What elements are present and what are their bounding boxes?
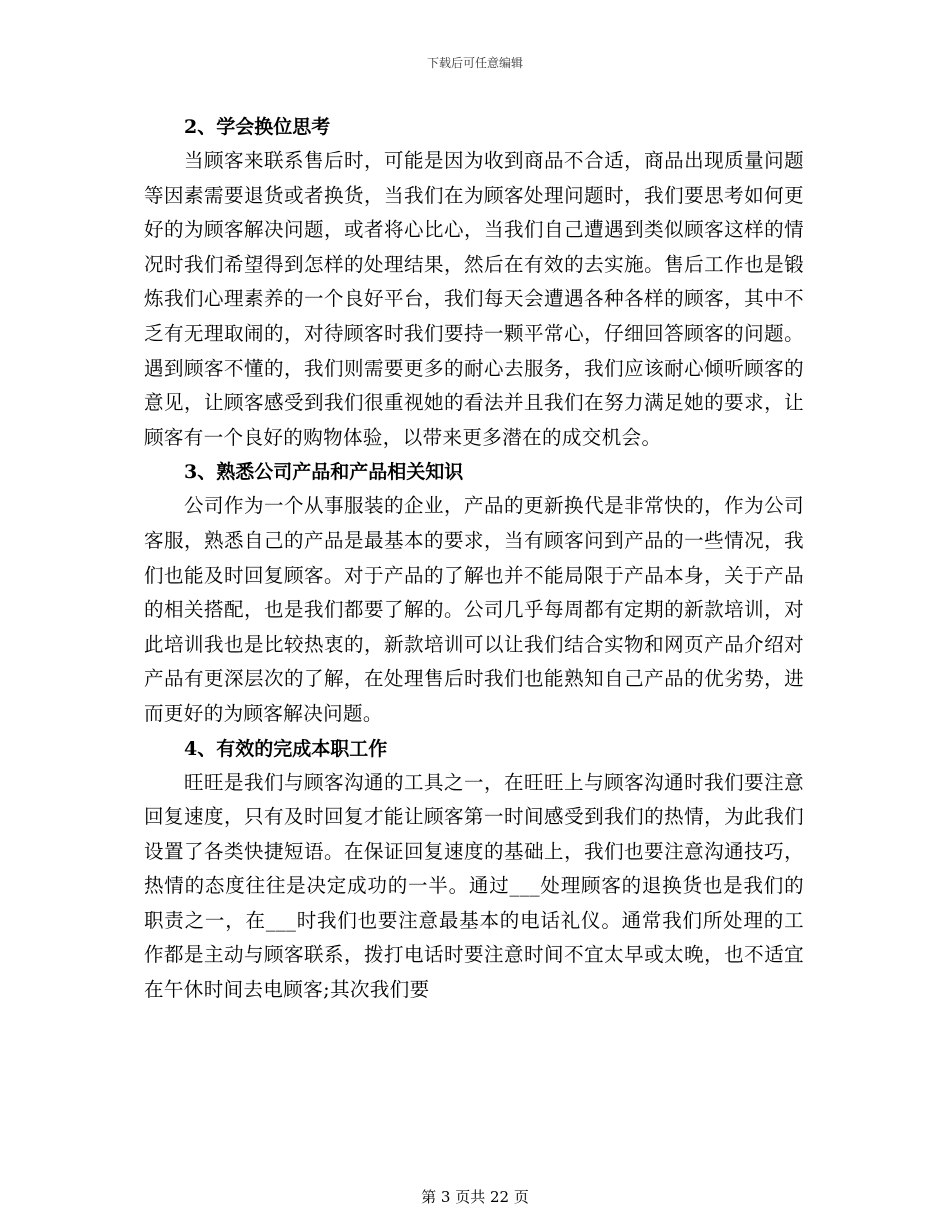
section-paragraph: 旺旺是我们与顾客沟通的工具之一，在旺旺上与顾客沟通时我们要注意回复速度，只有及时回复才能让顾客第一时间感受到我们的热情，为此我们设置了各类快捷短语。在保证回复速度的基础上，我们也要注意沟通技巧，热情的态度往往是决定成功的一半。通过___处理顾客的退换货也是我们的职责之一，在___时我们也要注意最基本的电话礼仪。通常我们所处理的工作都是主动与顾客联系，拨打电话时要注意时间不宜太早或太晚，也不适宜在午休时间去电顾客;其次我们要 — [144, 770, 804, 1002]
page-footer: 第 3 页共 22 页 — [421, 1188, 529, 1206]
section-heading: 4、有效的完成本职工作 — [184, 737, 388, 760]
page-header: 下载后可任意编辑 — [426, 56, 523, 70]
section-paragraph: 公司作为一个从事服装的企业，产品的更新换代是非常快的，作为公司客服，熟悉自己的产品是最基本的要求，当有顾客问到产品的一些情况，我们也能及时回复顾客。对于产品的了解也并不能局限于产品本身，关于产品的相关搭配，也是我们都要了解的。公司几乎每周都有定期的新款培训，对此培训我也是比较热衷的，新款培训可以让我们结合实物和网页产品介绍对产品有更深层次的了解，在处理售后时我们也能熟知自己产品的优劣势，进而更好的为顾客解决问题。 — [144, 494, 804, 725]
section-4 — [144, 732, 804, 1008]
section-3 — [144, 455, 804, 731]
document-body — [144, 110, 804, 1008]
section-heading: 2、学会换位思考 — [184, 116, 331, 138]
section-2 — [144, 110, 804, 455]
section-paragraph: 当顾客来联系售后时，可能是因为收到商品不合适，商品出现质量问题等因素需要退货或者换货，当我们在为顾客处理问题时，我们要思考如何更好的为顾客解决问题，或者将心比心，当我们自己遭遇到类似顾客这样的情况时我们希望得到怎样的处理结果，然后在有效的去实施。售后工作也是锻炼我们心理素养的一个良好平台，我们每天会遭遇各种各样的顾客，其中不乏有无理取闹的，对待顾客时我们要持一颗平常心，仔细回答顾客的问题。遇到顾客不懂的，我们则需要更多的耐心去服务，我们应该耐心倾听顾客的意见，让顾客感受到我们很重视她的看法并且我们在努力满足她的要求，让顾客有一个良好的购物体验，以带来更多潜在的成交机会。 — [144, 149, 804, 449]
section-heading: 3、熟悉公司产品和产品相关知识 — [184, 461, 464, 484]
